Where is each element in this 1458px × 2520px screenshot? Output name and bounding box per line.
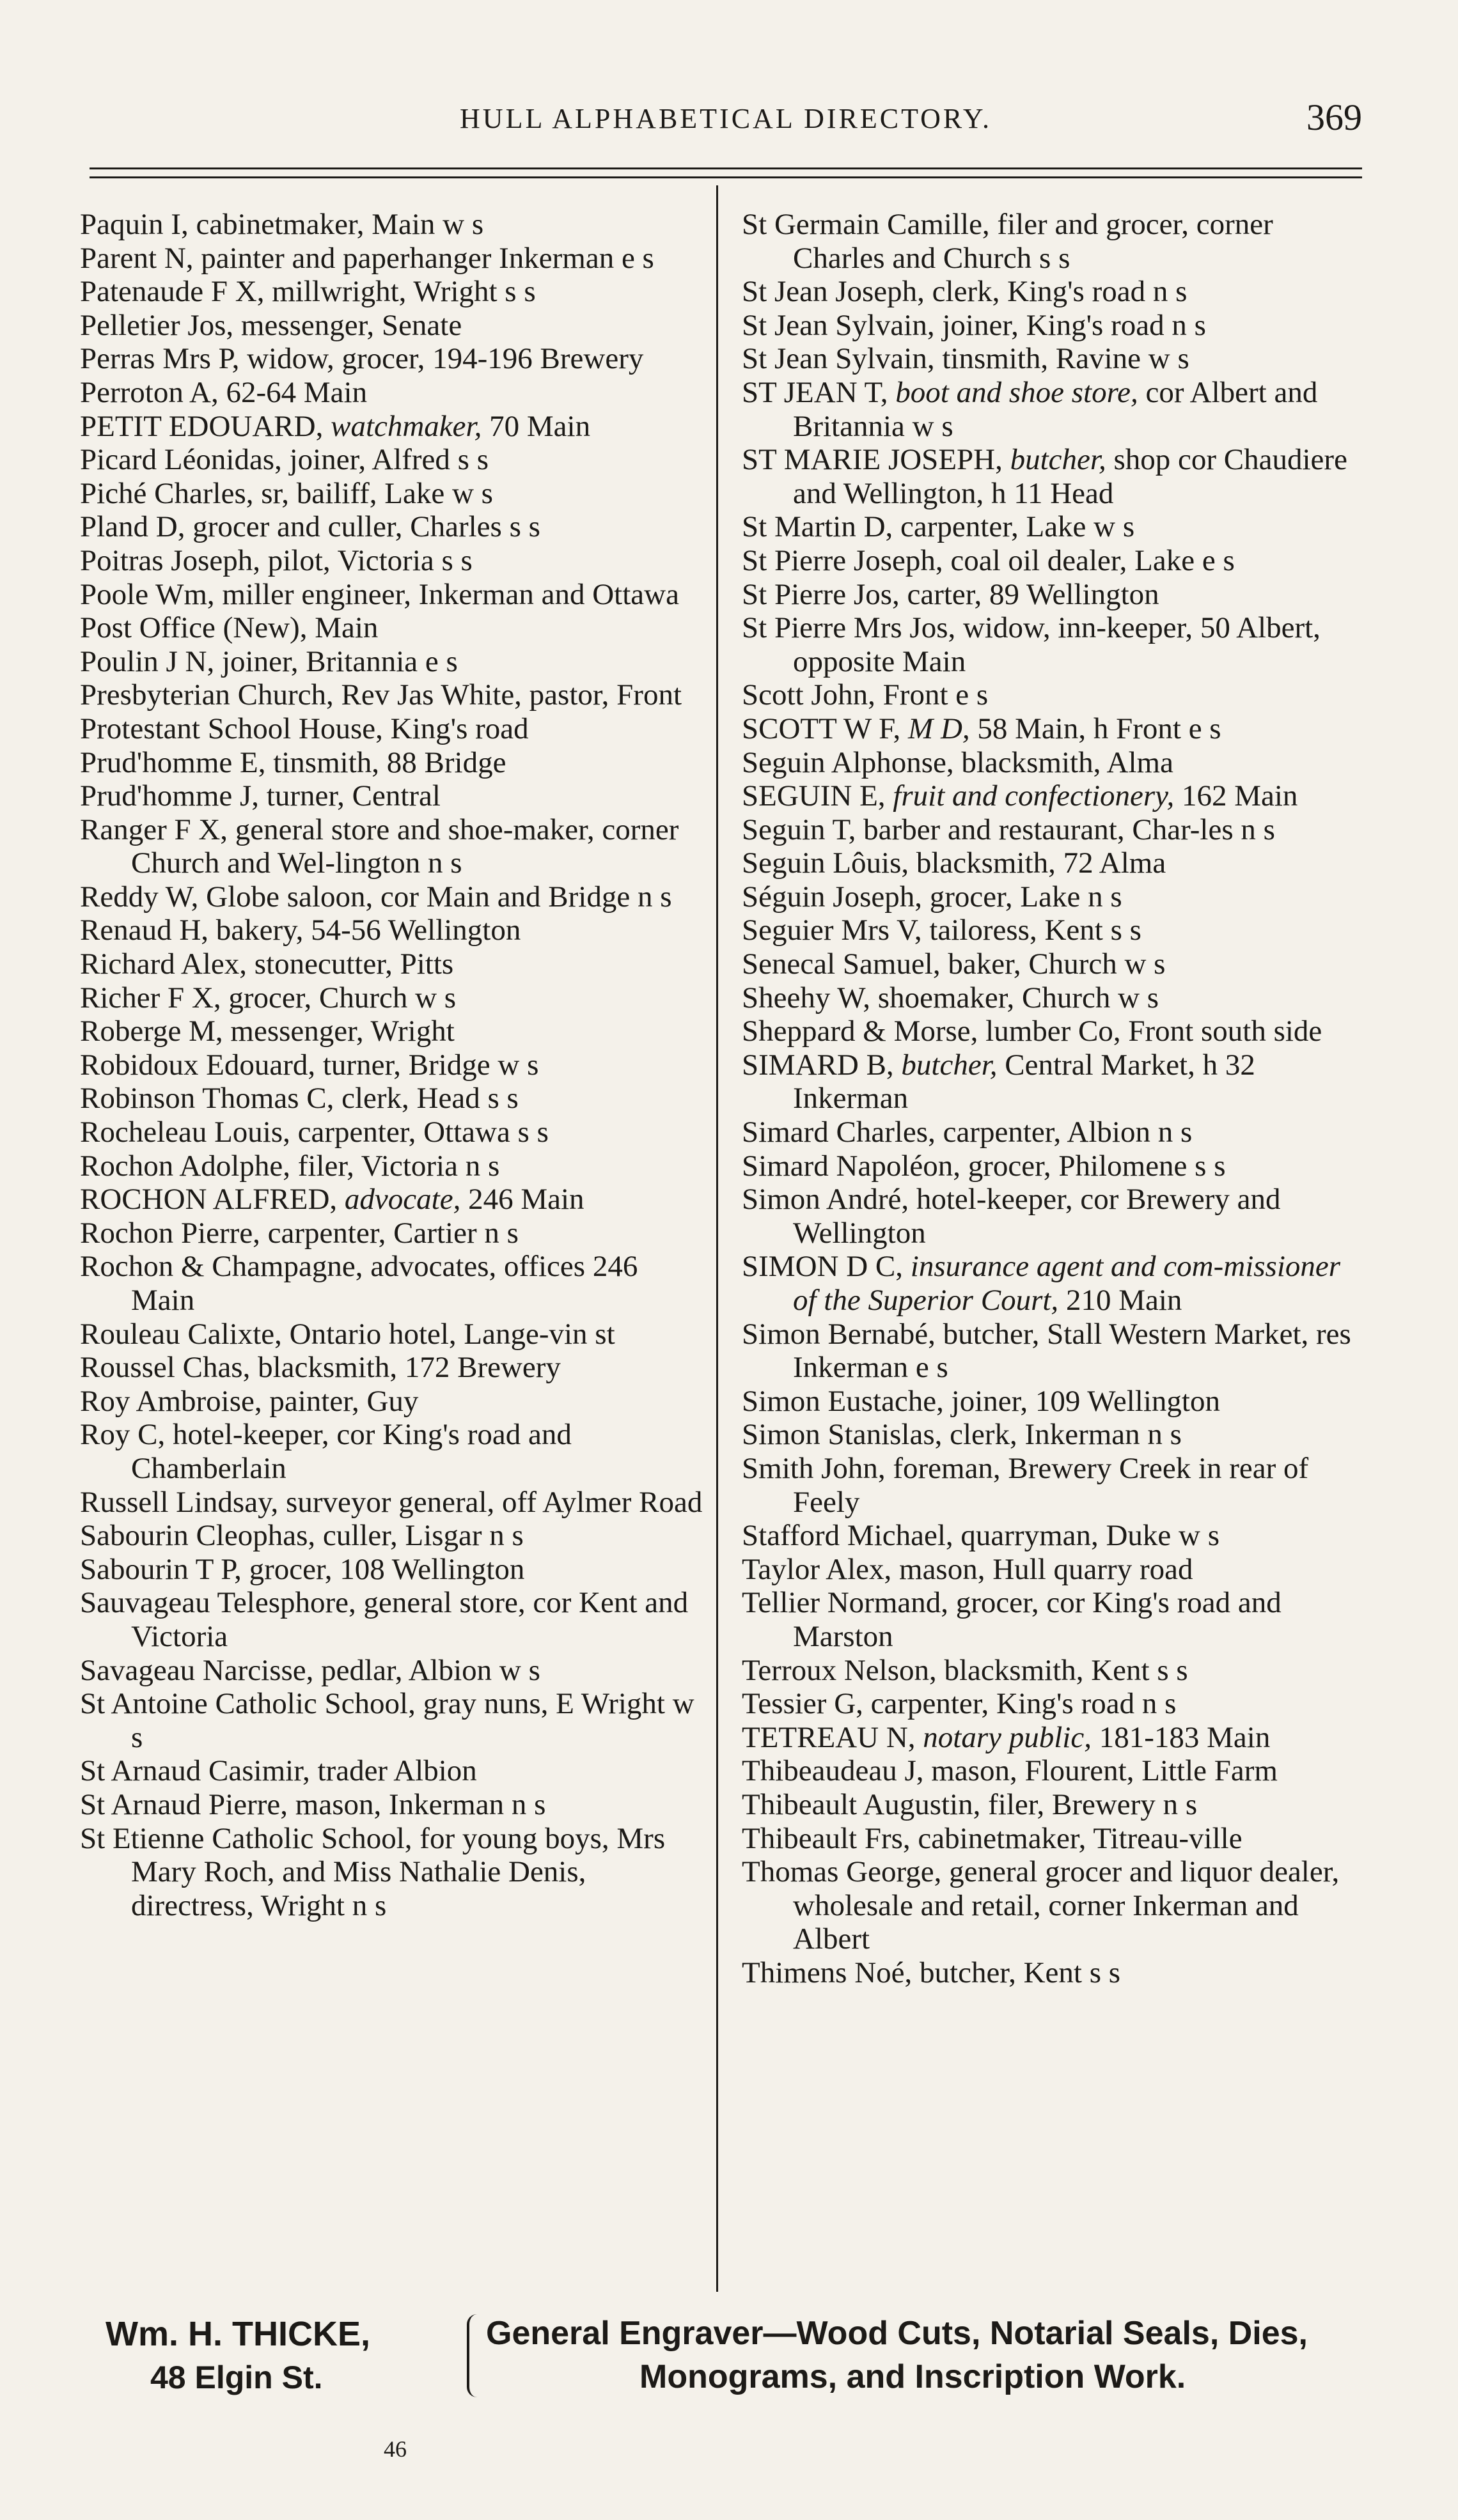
directory-entry: Post Office (New), Main: [80, 611, 379, 645]
directory-entry: [742, 779, 1368, 813]
directory-entry: [742, 376, 1368, 443]
directory-entry: Ranger F X, general store and shoe-maker, corner Church and Wel-lington n s: [80, 813, 679, 880]
directory-entry: Rochon Adolphe, filer, Victoria n s: [80, 1149, 500, 1183]
directory-entry: Robidoux Edouard, turner, Bridge w s: [80, 1048, 539, 1082]
directory-entry: Roy C, hotel-keeper, cor King's road and Chamberlain: [80, 1418, 572, 1485]
directory-entry: Protestant School House, King's road: [80, 712, 529, 745]
entry-name: TETREAU N,: [742, 1720, 916, 1754]
directory-entry: [742, 443, 1368, 510]
entry-occupation: insurance agent and com-missioner of the Superior Court,: [793, 1250, 1341, 1317]
directory-entry: [742, 712, 1368, 746]
entry-occupation: advocate,: [344, 1183, 461, 1217]
directory-entry: Thibeault Augustin, filer, Brewery n s: [742, 1787, 1198, 1821]
directory-entry: Rocheleau Louis, carpenter, Ottawa s s: [80, 1116, 549, 1149]
entry-occupation: butcher,: [1010, 443, 1106, 477]
services-block: [486, 2314, 1381, 2396]
directory-entry: Terroux Nelson, blacksmith, Kent s s: [742, 1653, 1188, 1687]
directory-entry: Stafford Michael, quarryman, Duke w s: [742, 1519, 1220, 1553]
header-rule-bottom: [90, 176, 1362, 178]
entry-name: SEGUIN E,: [742, 779, 886, 813]
entry-occupation: notary public,: [923, 1720, 1092, 1754]
directory-entry: Simon André, hotel-keeper, cor Brewery and Wellington: [742, 1183, 1281, 1250]
directory-entry: Pelletier Jos, messenger, Senate: [80, 308, 462, 342]
directory-entry: Sabourin Cleophas, culler, Lisgar n s: [80, 1519, 524, 1553]
directory-entry: Roy Ambroise, painter, Guy: [80, 1384, 419, 1418]
entry-occupation: boot and shoe store,: [895, 375, 1138, 409]
directory-entry: Seguin Alphonse, blacksmith, Alma: [742, 745, 1173, 779]
page-number: 369: [1306, 97, 1362, 138]
directory-entry: Presbyterian Church, Rev Jas White, pastor, Front: [80, 678, 682, 712]
directory-entry: Sheehy W, shoemaker, Church w s: [742, 981, 1159, 1015]
directory-entry: Russell Lindsay, surveyor general, off Aylmer Road: [80, 1485, 703, 1519]
directory-entry: Seguin T, barber and restaurant, Char-les n s: [742, 813, 1275, 846]
header-rule-top: [90, 167, 1362, 169]
brace-divider: [467, 2314, 480, 2397]
directory-entry: [80, 1183, 707, 1217]
directory-entry: Patenaude F X, millwright, Wright s s: [80, 275, 536, 309]
entry-name: SCOTT W F,: [742, 712, 901, 745]
advertiser-address: 48 Elgin St.: [150, 2360, 323, 2395]
directory-entry: Prud'homme J, turner, Central: [80, 779, 441, 813]
directory-entry: St Pierre Mrs Jos, widow, inn-keeper, 50 Albert, opposite Main: [742, 611, 1321, 678]
directory-entry: St Martin D, carpenter, Lake w s: [742, 510, 1135, 544]
right-column: [742, 208, 1368, 1989]
advertiser-block: [106, 2314, 464, 2396]
directory-entry: Tellier Normand, grocer, cor King's road and Marston: [742, 1586, 1282, 1653]
directory-entry: Rouleau Calixte, Ontario hotel, Lange-vin st: [80, 1317, 615, 1351]
directory-entry: St Jean Sylvain, joiner, King's road n s: [742, 308, 1206, 342]
services-line-1: General Engraver—Wood Cuts, Notarial Seals, Dies,: [486, 2315, 1308, 2352]
directory-entry: Séguin Joseph, grocer, Lake n s: [742, 880, 1122, 914]
directory-entry: Renaud H, bakery, 54-56 Wellington: [80, 914, 521, 947]
entry-address: cor Albert and Britannia w s: [793, 375, 1318, 443]
directory-entry: St Jean Joseph, clerk, King's road n s: [742, 275, 1188, 309]
printer-signature-mark: 46: [384, 2436, 407, 2462]
directory-entry: Simon Bernabé, butcher, Stall Western Market, res Inkerman e s: [742, 1317, 1351, 1385]
page-header: [90, 96, 1362, 153]
directory-entry: Taylor Alex, mason, Hull quarry road: [742, 1552, 1193, 1586]
entry-address: 246 Main: [468, 1183, 584, 1217]
directory-entry: Pland D, grocer and culler, Charles s s: [80, 510, 540, 544]
directory-entry: Sheppard & Morse, lumber Co, Front south side: [742, 1015, 1322, 1048]
directory-entry: St Jean Sylvain, tinsmith, Ravine w s: [742, 342, 1189, 376]
directory-entry: [742, 1250, 1368, 1317]
directory-entry: Thomas George, general grocer and liquor dealer, wholesale and retail, corner Inkerman and Albert: [742, 1855, 1340, 1956]
directory-entry: St Antoine Catholic School, gray nuns, E Wright w s: [80, 1687, 694, 1754]
directory-entry: Simard Napoléon, grocer, Philomene s s: [742, 1149, 1226, 1183]
entry-name: ST MARIE JOSEPH,: [742, 443, 1003, 477]
directory-entry: Rochon & Champagne, advocates, offices 246 Main: [80, 1250, 638, 1317]
entry-name: ROCHON ALFRED,: [80, 1183, 338, 1217]
directory-entry: Sabourin T P, grocer, 108 Wellington: [80, 1552, 525, 1586]
advertisement-footer: [106, 2314, 1384, 2461]
directory-entry: St Pierre Joseph, coal oil dealer, Lake e s: [742, 543, 1235, 577]
entry-name: PETIT EDOUARD,: [80, 409, 324, 443]
directory-entry: St Arnaud Casimir, trader Albion: [80, 1754, 477, 1788]
directory-entry: [80, 410, 707, 444]
entry-occupation: fruit and confectionery,: [893, 779, 1175, 813]
entry-name: ST JEAN T,: [742, 375, 888, 409]
directory-entry: Poulin J N, joiner, Britannia e s: [80, 644, 458, 678]
directory-entry: Robinson Thomas C, clerk, Head s s: [80, 1082, 519, 1116]
directory-entry: Thimens Noé, butcher, Kent s s: [742, 1956, 1121, 1989]
advertiser-name: Wm. H. THICKE,: [106, 2315, 370, 2353]
entry-occupation: watchmaker,: [331, 409, 482, 443]
directory-entry: Roussel Chas, blacksmith, 172 Brewery: [80, 1351, 561, 1385]
directory-entry: Scott John, Front e s: [742, 678, 989, 712]
directory-entry: Seguier Mrs V, tailoress, Kent s s: [742, 914, 1141, 947]
directory-entry: Savageau Narcisse, pedlar, Albion w s: [80, 1653, 540, 1687]
directory-entry: Poole Wm, miller engineer, Inkerman and Ottawa: [80, 577, 679, 611]
directory-entry: Rochon Pierre, carpenter, Cartier n s: [80, 1216, 519, 1250]
entry-occupation: M D,: [908, 712, 970, 745]
entry-name: SIMARD B,: [742, 1048, 894, 1082]
directory-entry: Paquin I, cabinetmaker, Main w s: [80, 208, 484, 241]
directory-entry: St Germain Camille, filer and grocer, corner Charles and Church s s: [742, 208, 1273, 275]
directory-entry: Smith John, foreman, Brewery Creek in rear of Feely: [742, 1451, 1309, 1519]
directory-entry: Piché Charles, sr, bailiff, Lake w s: [80, 476, 493, 510]
directory-entry: [742, 1048, 1368, 1116]
directory-entry: Simon Eustache, joiner, 109 Wellington: [742, 1384, 1220, 1418]
directory-entry: Thibeault Frs, cabinetmaker, Titreau-ville: [742, 1821, 1242, 1855]
entry-address: 162 Main: [1181, 779, 1298, 813]
directory-entry: Richard Alex, stonecutter, Pitts: [80, 947, 454, 981]
directory-entry: St Etienne Catholic School, for young boys, Mrs Mary Roch, and Miss Nathalie Denis, directress, Wright n s: [80, 1821, 666, 1922]
entry-address: 70 Main: [489, 409, 591, 443]
directory-entry: Prud'homme E, tinsmith, 88 Bridge: [80, 745, 506, 779]
directory-entry: St Arnaud Pierre, mason, Inkerman n s: [80, 1787, 546, 1821]
directory-entry: Parent N, painter and paperhanger Inkerman e s: [80, 241, 654, 275]
services-line-2: Monograms, and Inscription Work.: [639, 2358, 1186, 2395]
entry-occupation: butcher,: [901, 1048, 998, 1082]
directory-entry: St Pierre Jos, carter, 89 Wellington: [742, 577, 1159, 611]
directory-entry: Perras Mrs P, widow, grocer, 194-196 Brewery: [80, 342, 644, 376]
entry-address: 181-183 Main: [1099, 1720, 1271, 1754]
directory-entry: Simard Charles, carpenter, Albion n s: [742, 1116, 1193, 1149]
directory-entry: [742, 1721, 1368, 1755]
directory-entry: Picard Léonidas, joiner, Alfred s s: [80, 443, 489, 477]
directory-entry: Reddy W, Globe saloon, cor Main and Bridge n s: [80, 880, 672, 914]
directory-entry: Richer F X, grocer, Church w s: [80, 981, 457, 1015]
entry-address: 210 Main: [1065, 1284, 1182, 1317]
directory-entry: Perroton A, 62-64 Main: [80, 375, 368, 409]
entry-address: 58 Main, h Front e s: [977, 712, 1221, 745]
column-divider: [716, 185, 718, 2292]
directory-entry: Seguin Lôuis, blacksmith, 72 Alma: [742, 846, 1166, 880]
left-column: [80, 208, 707, 1922]
page-title: HULL ALPHABETICAL DIRECTORY.: [460, 103, 992, 134]
entry-address: Central Market, h 32 Inkerman: [793, 1048, 1255, 1116]
directory-entry: Poitras Joseph, pilot, Victoria s s: [80, 543, 473, 577]
directory-entry: Roberge M, messenger, Wright: [80, 1015, 455, 1048]
directory-entry: Thibeaudeau J, mason, Flourent, Little Farm: [742, 1754, 1278, 1788]
entry-address: shop cor Chaudiere and Wellington, h 11 Head: [793, 443, 1347, 510]
directory-entry: Tessier G, carpenter, King's road n s: [742, 1687, 1177, 1721]
directory-entry: Senecal Samuel, baker, Church w s: [742, 947, 1166, 981]
directory-entry: Sauvageau Telesphore, general store, cor Kent and Victoria: [80, 1586, 689, 1653]
directory-entry: Simon Stanislas, clerk, Inkerman n s: [742, 1418, 1182, 1452]
entry-name: SIMON D C,: [742, 1250, 904, 1284]
